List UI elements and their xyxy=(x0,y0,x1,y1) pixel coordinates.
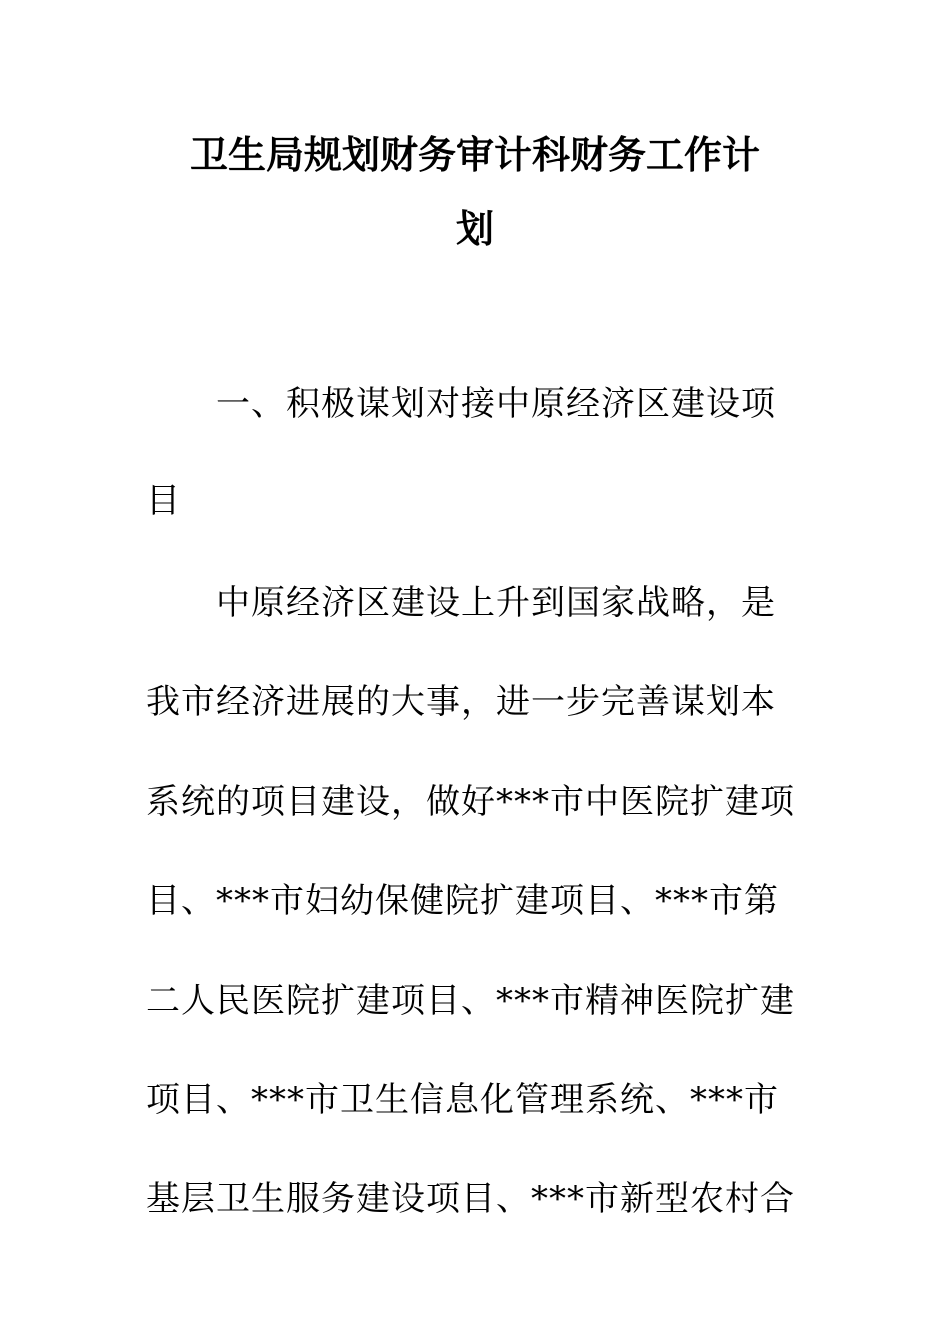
section-heading-line-2: 目 xyxy=(146,481,181,521)
paragraph-line-2: 我市经济进展的大事，进一步完善谋划本 xyxy=(146,682,776,722)
paragraph-line-5: 二人民医院扩建项目、***市精神医院扩建 xyxy=(146,981,795,1021)
paragraph-line-1: 中原经济区建设上升到国家战略，是 xyxy=(216,583,776,623)
paragraph-line-6: 项目、***市卫生信息化管理系统、***市 xyxy=(146,1080,779,1120)
document-title-line-2: 划 xyxy=(455,206,494,251)
document-title-line-1: 卫生局规划财务审计科财务工作计 xyxy=(189,132,760,177)
paragraph-line-3: 系统的项目建设，做好***市中医院扩建项 xyxy=(146,782,795,822)
section-heading-line-1: 一、积极谋划对接中原经济区建设项 xyxy=(216,384,776,424)
paragraph-line-4: 目、***市妇幼保健院扩建项目、***市第 xyxy=(146,881,779,921)
paragraph-line-7: 基层卫生服务建设项目、***市新型农村合 xyxy=(146,1179,795,1219)
